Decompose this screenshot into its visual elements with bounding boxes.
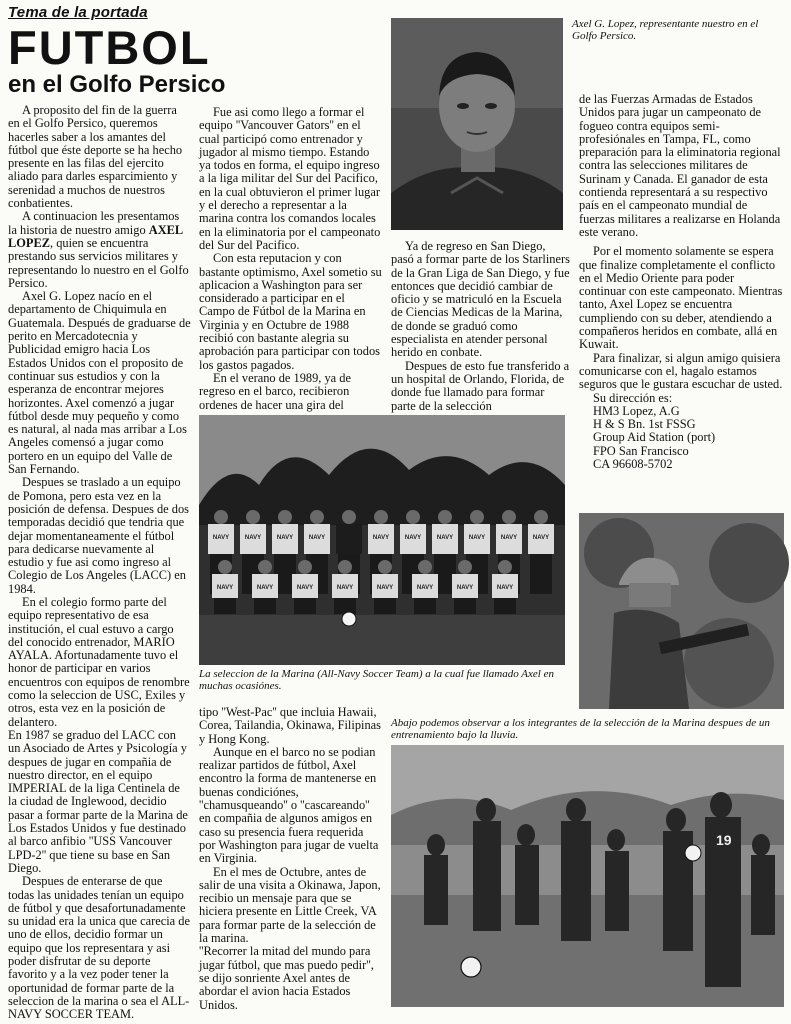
soccer-ball-icon (461, 957, 481, 977)
soccer-ball-icon (342, 612, 356, 626)
paragraph: A proposito del fin de la guerra en el Golfo Persico, queremos hacerles saber a los amantes del fútbol que éste deporte se ha hecho presente en las filas del ejercito aliado para darles esparcimiento y serenidad a muchos de nuestros conbatientes. (8, 103, 183, 211)
article-column-2-continued (199, 705, 383, 1012)
jersey-number: 19 (716, 832, 732, 848)
article-column-1 (8, 103, 191, 1022)
article-column-2 (199, 106, 383, 410)
paragraph (8, 210, 191, 290)
soldier-photo (579, 513, 784, 709)
rain-training-photo (391, 745, 784, 1007)
jersey-label: NAVY (436, 535, 454, 541)
jersey-label: NAVY (404, 535, 422, 541)
jersey-label: NAVY (308, 535, 326, 541)
address-line: HM3 Lopez, A.G (593, 403, 680, 418)
jersey-label: NAVY (416, 585, 434, 591)
article-column-3 (391, 239, 571, 413)
address-line: CA 96608-5702 (593, 457, 673, 472)
paragraph: Despues se traslado a un equipo de Pomona, pero esta vez en la posición de defensa. Despues de dos temporadas decidió que tendria que dejar momentaneamente el fútbol para dedicarse nuevamente al estudio y fue asi como ingreso al Colegio de Los Angeles (LACC) en 1984. (8, 475, 189, 596)
article-title: FUTBOL (8, 21, 211, 74)
jersey-label: NAVY (296, 585, 314, 591)
paragraph: Por el momento solamente se espera que finalize completamente el conflicto en el Medio Oriente para poder continuar con este campeonato. Mientras tanto, Axel Lopez se encuentra cumpliendo con su deber, atendiendo a compañeros heridos en combate, allá en Kuwait. (579, 244, 783, 352)
address-line: H & S Bn. 1st FSSG (593, 417, 696, 432)
paragraph: En el mes de Octubre, antes de salir de una visita a Okinawa, Japon, recibio un mensaje para que se hiciera presente en Little Creek, VA para formar parte de la selección de la marina. (199, 864, 381, 946)
paragraph: Axel G. Lopez nacío en el departamento de Chiquimula en Guatemala. Después de graduarse de perito en Mercadotecnia y Publicidad emigro hacia Los Estados Unidos con el proposito de continuar sus estudios y con la esperanza de encontrar mejores horizontes. Axel comenzó a jugar fútbol desde muy pequeño y como es natural, al nada mas arribar a Los Angeles comensó a jugar como portero en un equipo del Valle de San Fernando. (8, 289, 191, 477)
jersey-label: NAVY (468, 535, 486, 541)
team-photo (199, 415, 565, 665)
soccer-ball-icon (685, 845, 701, 861)
portrait-caption: Axel G. Lopez, representante nuestro en el Golfo Persico. (572, 18, 759, 42)
section-kicker: Tema de la portada (8, 4, 148, 21)
jersey-label: NAVY (532, 535, 550, 541)
paragraph-text: A continuacion les presentamos la historia de nuestro amigo (8, 209, 180, 237)
team-caption: La seleccion de la Marina (All-Navy Soccer Team) a la cual fue llamado Axel en muchas ocasiónes. (199, 668, 554, 692)
paragraph: Despues de enterarse de que todas las unidades tenían un equipo de fútbol y que desafortunadamente su unidad era la unica que carecia de uno de ellos, decidio formar un equipo que los representara y asi poder disfrutar de su deporte favorito y a la vez poder tener la oportunidad de formar parte de la seleccion de la marina o sea el ALL-NAVY SOCCER TEAM. (8, 874, 190, 1022)
paragraph: Aunque en el barco no se podian realizar partidos de fútbol, Axel encontro la forma de mantenerse en buenas condiciónes, ''chamusqueando'' o ''cascareando'' en compañia de algunos amigos en caso su presencia fuera requerida por Washington para jugar de vuelta en Virginia. (199, 744, 379, 866)
mailing-address (579, 405, 784, 471)
jersey-label: NAVY (216, 585, 234, 591)
person-name: AXEL LOPEZ (8, 222, 183, 250)
portrait-photo (391, 18, 563, 230)
paragraph-text: , quien se encuentra prestando sus servicios militares y representando lo nuestro en el Golfo Persico. (8, 235, 189, 290)
paragraph: Con esta reputacion y con bastante optimismo, Axel sometio su aplicacion a Washington para ser considerado a participar en el Campo de Fútbol de la Marina en Virginia y en Octubre de 1988 recibió con bastante alegria su aprobación para participar con todos los gastos pagados. (199, 251, 382, 372)
paragraph: tipo ''West-Pac'' que incluia Hawaii, Corea, Tailandia, Okinawa, Filipinas y Hong Kong. (199, 705, 381, 746)
paragraph: En el verano de 1989, ya de regreso en el barco, recibieron ordenes de hacer una gira del (199, 370, 351, 412)
address-line: Group Aid Station (port) (593, 430, 716, 445)
paragraph: Despues de esto fue transferido a un hospital de Orlando, Florida, de donde fue llamado para formar parte de la selección (391, 358, 570, 413)
address-line: FPO San Francisco (593, 443, 689, 458)
jersey-label: NAVY (496, 585, 514, 591)
paragraph: Fue asi como llego a formar el equipo ''Vancouver Gators'' en el cual participó como entrenador y jugador al mismo tiempo. Estando ya todos en forma, el equipo ingreso a la liga militar del Sur del Pacifico, en la cual obtuvieron el primer lugar y el derecho a representar a la marina contra los comandos locales en la eliminatoria por el campeonato del Sur del Pacifico. (199, 105, 381, 252)
jersey-label: NAVY (212, 535, 230, 541)
jersey-label: NAVY (456, 585, 474, 591)
rain-caption: Abajo podemos observar a los integrantes de la selección de la Marina despues de un entrenamiento bajo la lluvia. (391, 717, 770, 741)
jersey-label: NAVY (376, 585, 394, 591)
article-column-4 (579, 93, 784, 503)
article-subtitle: en el Golfo Persico (8, 71, 226, 98)
paragraph: Ya de regreso en San Diego, pasó a formar parte de los Starliners de la Gran Liga de San Diego, y fue entonces que decidió cambiar de oficio y se matriculó en la Escuela de Ciencias Medicas de la Marina, de donde se graduó como especialista en atender personal herido en conbate. (391, 239, 570, 360)
paragraph: de las Fuerzas Armadas de Estados Unidos para jugar un campeonato de fogueo contra equipos semi-profesiónales en Tampa, FL, como preparación para la eliminatoria regional contra las selecciones militares de Surinam y Canada. El ganador de esta contienda representará a su respectivo país en el campeonato mundial de fuerzas militares a realizarse en Holanda este verano. (579, 92, 781, 239)
paragraph: En el colegio formo parte del equipo representativo de esa institución, el cual estuvo a cargo del conocido entrenador, MARIO AYALA. Afortunadamente tuvo el honor de participar en varios encuentros con equipos de renombre como la seleccion de USC, Exiles y otros, esta vez en la posición de delantero. (8, 594, 190, 729)
jersey-label: NAVY (372, 535, 390, 541)
jersey-label: NAVY (256, 585, 274, 591)
jersey-label: NAVY (336, 585, 354, 591)
paragraph: En 1987 se graduo del LACC con un Asociado de Artes y Psicología y despues de jugar en compañia de nuestro director, en el equipo IMPERIAL de la liga Centinela de la ciudad de Inglewood, decidio pasar a formar parte de la Marina de Los Estados Unidos y fue destinado al barco anfibio ''USS Vancouver LPD-2'' que tiene su base en San Diego. (8, 727, 188, 875)
address-intro: Su dirección es: (593, 390, 673, 405)
paragraph: Para finalizar, si algun amigo quisiera comunicarse con el, hagalo estamos seguros que le gustara escuchar de usted. (579, 350, 783, 392)
jersey-label: NAVY (244, 535, 262, 541)
jersey-label: NAVY (276, 535, 294, 541)
paragraph: ''Recorrer la mitad del mundo para jugar fútbol, que mas puedo pedir'', se dijo sonriente Axel antes de abordar el avion hacia Estados Unidos. (199, 944, 374, 1012)
jersey-label: NAVY (500, 535, 518, 541)
